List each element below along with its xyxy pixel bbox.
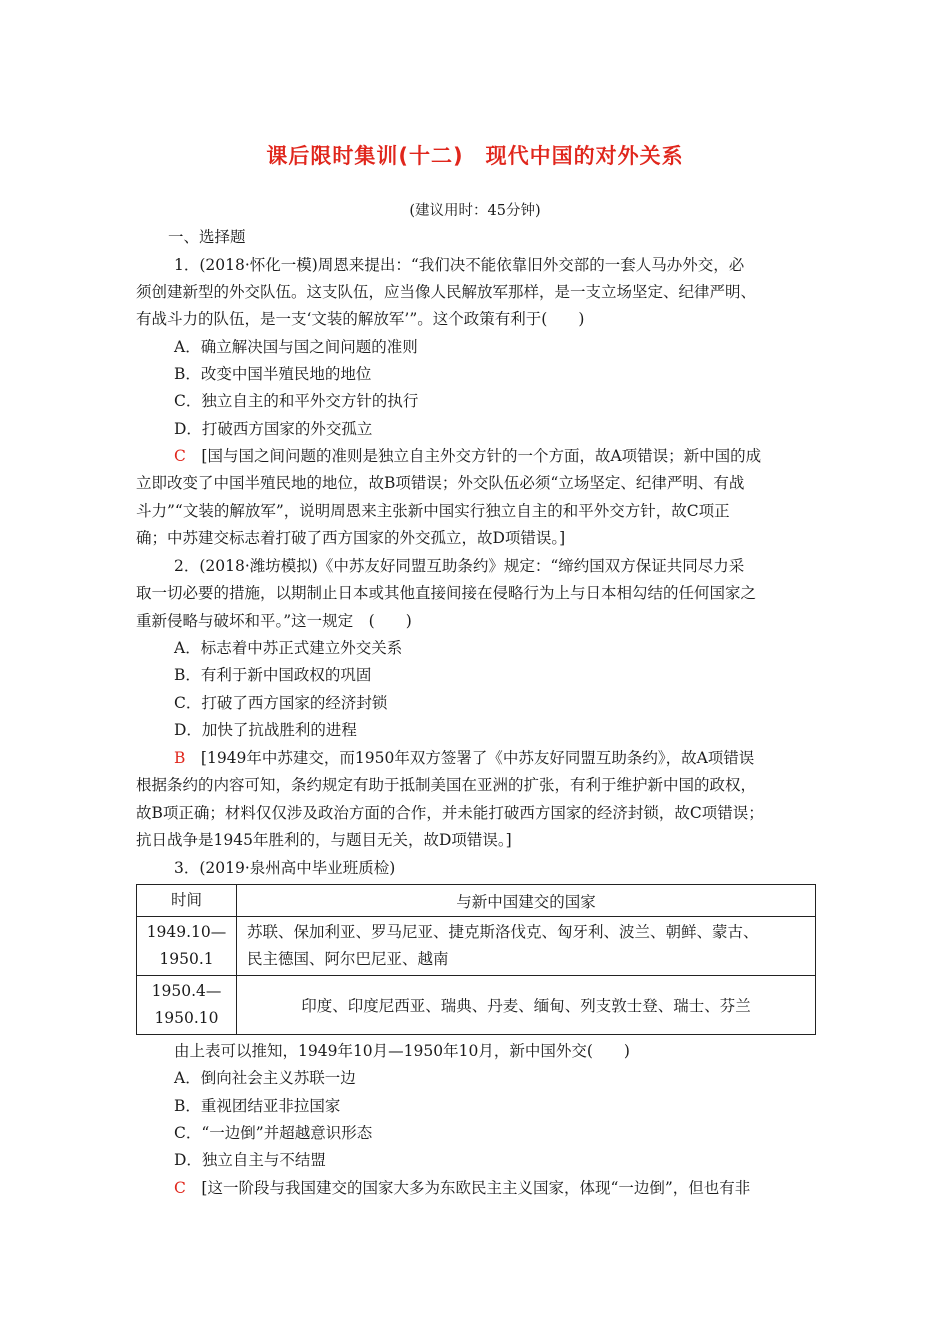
q1-option-a: A．确立解决国与国之间问题的准则	[174, 338, 418, 356]
table-header-countries: 与新中国建交的国家	[237, 885, 816, 917]
q2-option-c: C．打破了西方国家的经济封锁	[174, 694, 388, 712]
q3-option-a: A．倒向社会主义苏联一边	[174, 1069, 356, 1087]
page-title: 课后限时集训(十二) 现代中国的对外关系	[266, 144, 684, 168]
q3-answer-line	[174, 1176, 750, 1198]
q3-option-c: C．“一边倒”并超越意识形态	[174, 1124, 373, 1142]
diplomatic-relations-table	[136, 884, 816, 1035]
q1-explanation-line: 斗力”“文装的解放军”，说明周恩来主张新中国实行独立自主的和平外交方针，故C项正	[136, 502, 730, 520]
q1-option-c: C．独立自主的和平外交方针的执行	[174, 392, 419, 410]
q3-option-b: B．重视团结亚非拉国家	[174, 1097, 341, 1115]
q1-explanation-line: 立即改变了中国半殖民地的地位，故B项错误；外交队伍必须“立场坚定、纪律严明、有战	[136, 474, 745, 492]
q2-explanation-line: 故B项正确；材料仅仅涉及政治方面的合作，并未能打破西方国家的经济封锁，故C项错误；	[136, 804, 764, 822]
q3-option-d: D．独立自主与不结盟	[174, 1151, 326, 1169]
q1-option-d: D．打破西方国家的外交孤立	[174, 420, 373, 438]
q3-answer: C	[174, 1179, 186, 1197]
q2-answer: B	[174, 749, 186, 767]
q2-option-d: D．加快了抗战胜利的进程	[174, 721, 357, 739]
q1-answer-line	[174, 444, 761, 466]
q1-stem-line: 有战斗力的队伍，是一支‘文装的解放军’”。这个政策有利于( )	[136, 310, 585, 328]
q2-stem-line: 取一切必要的措施，以期制止日本或其他直接间接在侵略行为上与日本相勾结的任何国家之	[136, 584, 757, 602]
q1-explanation-line: 确；中苏建交标志着打破了西方国家的外交孤立，故D项错误。]	[136, 529, 566, 547]
q3-stem: 由上表可以推知，1949年10月—1950年10月，新中国外交( )	[174, 1042, 630, 1060]
table-header-row	[137, 885, 816, 917]
q2-answer-line	[174, 746, 754, 768]
q1-stem-line: 1．(2018·怀化一模)周恩来提出：“我们决不能依靠旧外交部的一套人马办外交，必	[174, 256, 745, 274]
table-cell-time: 1949.10— 1950.1	[137, 917, 237, 976]
table-cell-countries: 印度、印度尼西亚、瑞典、丹麦、缅甸、列支敦士登、瑞士、芬兰	[237, 976, 816, 1035]
q1-stem-line: 须创建新型的外交队伍。这支队伍，应当像人民解放军那样，是一支立场坚定、纪律严明、	[136, 283, 757, 301]
q1-option-b: B．改变中国半殖民地的地位	[174, 365, 372, 383]
table-row	[137, 917, 816, 976]
table-cell-time: 1950.4— 1950.10	[137, 976, 237, 1035]
q1-answer: C	[174, 447, 186, 465]
q2-option-a: A．标志着中苏正式建立外交关系	[174, 639, 403, 657]
q2-explanation-line: 抗日战争是1945年胜利的，与题目无关，故D项错误。]	[136, 831, 512, 849]
q1-explanation: [国与国之间问题的准则是独立自主外交方针的一个方面，故A项错误；新中国的成	[201, 447, 762, 465]
q2-stem-line: 2．(2018·潍坊模拟)《中苏友好同盟互助条约》规定：“缔约国双方保证共同尽力采	[174, 557, 745, 575]
q2-stem-line: 重新侵略与破坏和平。”这一规定 ( )	[136, 612, 412, 630]
table-cell-countries: 苏联、保加利亚、罗马尼亚、捷克斯洛伐克、匈牙利、波兰、朝鲜、蒙古、 民主德国、阿尔巴尼亚、越南	[237, 917, 816, 976]
suggested-time: (建议用时：45分钟)	[409, 203, 541, 219]
table-row	[137, 976, 816, 1035]
q2-option-b: B．有利于新中国政权的巩固	[174, 666, 372, 684]
q3-explanation: [这一阶段与我国建交的国家大多为东欧民主主义国家，体现“一边倒”，但也有非	[201, 1179, 751, 1197]
table-header-time: 时间	[137, 885, 237, 917]
q2-explanation: [1949年中苏建交，而1950年双方签署了《中苏友好同盟互助条约》，故A项错误	[200, 749, 755, 767]
q2-explanation-line: 根据条约的内容可知，条约规定有助于抵制美国在亚洲的扩张，有利于维护新中国的政权，	[136, 776, 757, 794]
q3-intro: 3．(2019·泉州高中毕业班质检)	[174, 859, 396, 877]
section-heading: 一、选择题	[168, 228, 246, 246]
